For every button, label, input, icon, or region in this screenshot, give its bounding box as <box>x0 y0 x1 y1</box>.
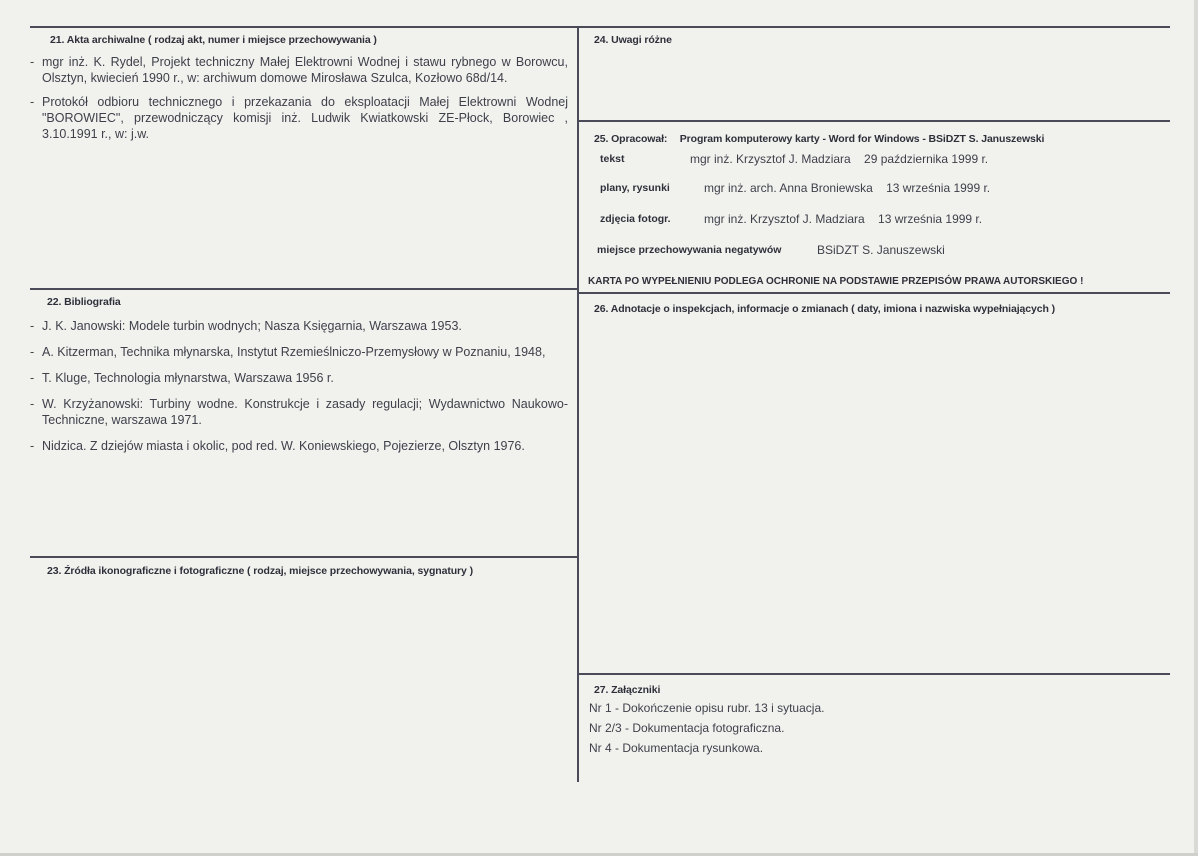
section-24-title: 24. Uwagi różne <box>594 34 672 46</box>
author-row-value: mgr inż. arch. Anna Broniewska 13 września 1999 r. <box>704 181 991 195</box>
bibliography-entry: W. Krzyżanowski: Turbiny wodne. Konstrukcje i zasady regulacji; Wydawnictwo Naukowo-Techniczne, warszawa 1971. <box>42 397 568 427</box>
list-bullet: - <box>30 371 35 385</box>
program-note: Program komputerowy karty - Word for Windows - BSiDZT S. Januszewski <box>679 133 1045 145</box>
bibliography-entry: A. Kitzerman, Technika młynarska, Instytut Rzemieślniczo-Przemysłowy w Poznaniu, 1948, <box>42 345 546 359</box>
section-26-title: 26. Adnotacje o inspekcjach, informacje o zmianach ( daty, imiona i nazwiska wypełniających ) <box>594 303 1056 315</box>
list-item <box>30 94 568 142</box>
prepared-by-header <box>594 129 1166 147</box>
column-divider <box>577 26 579 782</box>
copyright-notice: KARTA PO WYPEŁNIENIU PODLEGA OCHRONIE NA PODSTAWIE PRZEPISÓW PRAWA AUTORSKIEGO ! <box>588 276 1084 287</box>
section-25-prepared-by <box>594 129 1166 147</box>
section-21-title: 21. Akta archiwalne ( rodzaj akt, numer i miejsce przechowywania ) <box>50 34 377 46</box>
author-row-value: mgr inż. Krzysztof J. Madziara 29 października 1999 r. <box>690 152 989 166</box>
attachment-item: Nr 4 - Dokumentacja rysunkowa. <box>589 741 764 755</box>
bibliography-entry: J. K. Janowski: Modele turbin wodnych; Nasza Księgarnia, Warszawa 1953. <box>42 319 462 333</box>
divider-22-23 <box>30 556 577 558</box>
top-border <box>30 26 1170 28</box>
author-row-label: tekst <box>600 153 625 165</box>
attachment-item: Nr 2/3 - Dokumentacja fotograficzna. <box>589 721 785 735</box>
author-row-label: miejsce przechowywania negatywów <box>597 244 782 256</box>
bibliography-entry: T. Kluge, Technologia młynarstwa, Warszawa 1956 r. <box>42 371 334 385</box>
list-item <box>30 54 568 86</box>
section-24-remarks <box>594 34 1154 46</box>
list-item <box>30 318 568 334</box>
section-26-inspection-notes <box>594 303 1164 315</box>
author-row-value: mgr inż. Krzysztof J. Madziara 13 września 1999 r. <box>704 212 983 226</box>
archival-record-text: mgr inż. K. Rydel, Projekt techniczny Małej Elektrowni Wodnej i stawu rybnego w Borowcu, Olsztyn, kwiecień 1990 r., w: archiwum domowe Mirosława Szulca, Kozłowo 68d/14. <box>42 55 568 85</box>
list-item <box>30 396 568 428</box>
list-item <box>30 344 568 360</box>
list-bullet: - <box>30 439 35 453</box>
section-22-bibliography <box>30 296 568 460</box>
section-22-title: 22. Bibliografia <box>47 296 121 308</box>
divider-21-22 <box>30 288 577 290</box>
scan-edge-right <box>1194 0 1198 856</box>
divider-26-27 <box>577 673 1170 675</box>
author-row-label: plany, rysunki <box>600 182 670 194</box>
bibliography-entry: Nidzica. Z dziejów miasta i okolic, pod red. W. Koniewskiego, Pojezierze, Olsztyn 1976. <box>42 439 525 453</box>
section-23-iconographic-sources <box>47 565 567 577</box>
list-item <box>30 438 568 454</box>
divider-25-26 <box>577 292 1170 294</box>
list-bullet: - <box>30 95 35 109</box>
section-25-title: 25. Opracował: <box>594 133 668 145</box>
section-23-title: 23. Źródła ikonograficzne i fotograficzne ( rodzaj, miejsce przechowywania, sygnatury ) <box>47 565 473 577</box>
section-21-archival-records <box>30 34 568 148</box>
list-item <box>30 370 568 386</box>
list-bullet: - <box>30 55 35 69</box>
list-bullet: - <box>30 345 35 359</box>
list-bullet: - <box>30 319 35 333</box>
section-27-title: 27. Załączniki <box>594 684 661 696</box>
section-27-attachments <box>589 684 1159 755</box>
archival-record-text: Protokół odbioru technicznego i przekazania do eksploatacji Małej Elektrowni Wodnej "BOROWIEC", przewodniczący komisji inż. Ludwik Kwiatkowski ZE-Płock, Borowiec , 3.10.1991 r., w: j.w. <box>42 95 568 141</box>
attachment-item: Nr 1 - Dokończenie opisu rubr. 13 i sytuacja. <box>589 701 825 715</box>
list-bullet: - <box>30 397 35 411</box>
author-row-label: zdjęcia fotogr. <box>600 213 671 225</box>
author-row-value: BSiDZT S. Januszewski <box>817 243 945 257</box>
divider-24-25 <box>577 120 1170 122</box>
